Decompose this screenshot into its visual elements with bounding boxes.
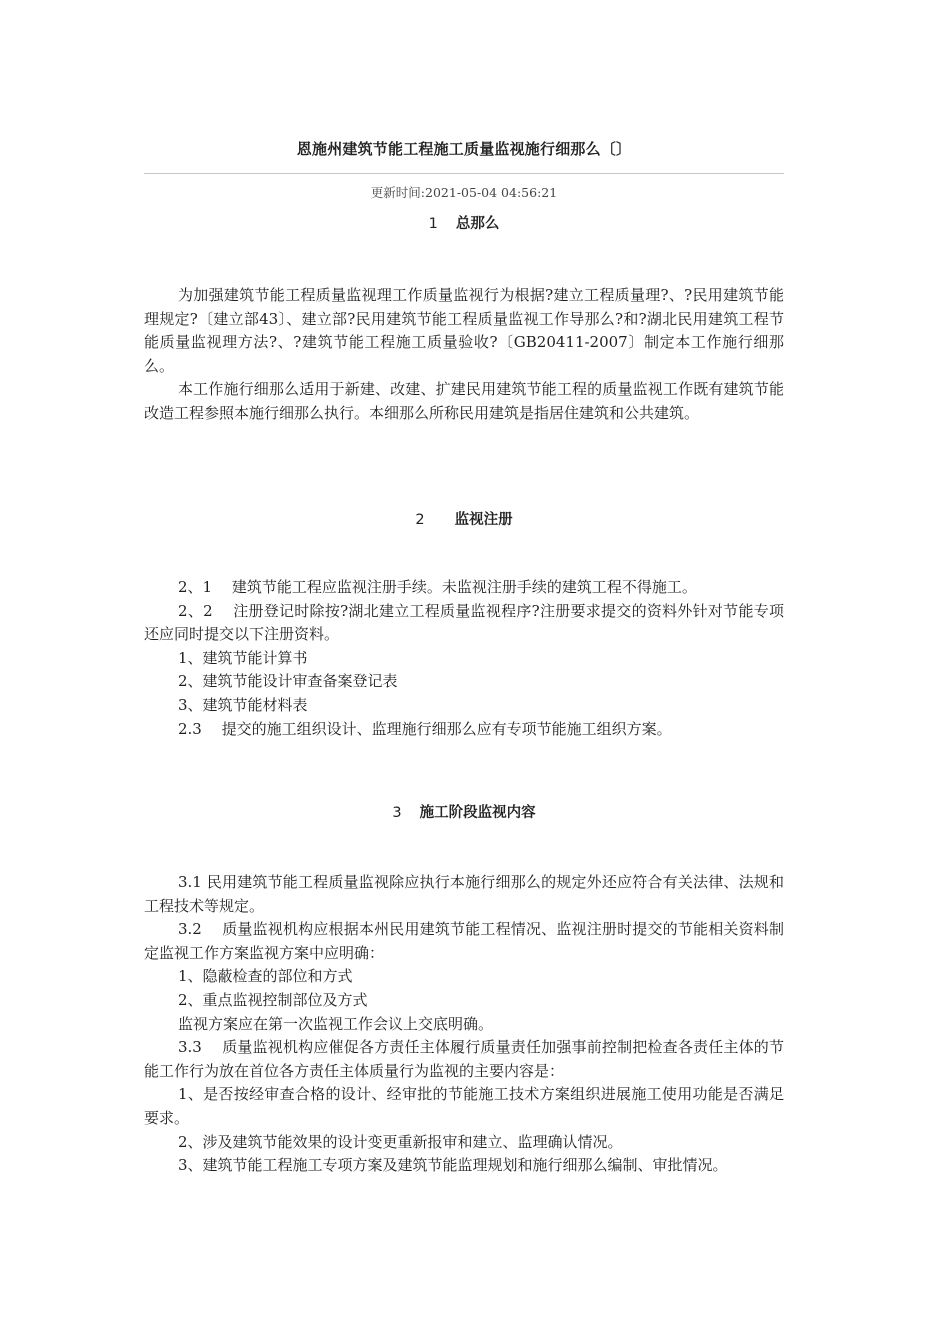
- list-item: 2、重点监视控制部位及方式: [178, 990, 368, 1009]
- document-title: 恩施州建筑节能工程施工质量监视施行细那么〔〕: [296, 140, 632, 158]
- section-heading-1: [144, 212, 784, 233]
- list-item: 1、是否按经审查合格的设计、经审批的节能施工技术方案组织进展施工使用功能是否满足要求。: [144, 1085, 784, 1127]
- section-body-3: [144, 871, 784, 1178]
- paragraph: 2、2 注册登记时除按?湖北建立工程质量监视程序?注册要求提交的资料外针对节能专项还应同时提交以下注册资料。: [144, 601, 784, 644]
- list-item: 1、建筑节能计算书: [178, 648, 308, 667]
- list-item: 2、建筑节能设计审查备案登记表: [178, 672, 398, 691]
- update-timestamp: 更新时间:2021-05-04 04:56:21: [370, 185, 558, 200]
- list-item: 2、涉及建筑节能效果的设计变更重新报审和建立、监理确认情况。: [178, 1132, 623, 1151]
- section-number: 1: [428, 216, 438, 232]
- title-divider: [144, 173, 784, 174]
- section-number: 3: [392, 805, 402, 821]
- section-title: 施工阶段监视内容: [419, 805, 536, 821]
- paragraph: 3.3 质量监视机构应催促各方责任主体履行质量责任加强事前控制把检查各责任主体的节能工作行为放在首位各方责任主体质量行为监视的主要内容是：: [144, 1038, 784, 1080]
- section-number: 2: [415, 512, 425, 528]
- section-title: 总那么: [455, 216, 500, 232]
- paragraph: 3.1 民用建筑节能工程质量监视除应执行本施行细那么的规定外还应符合有关法律、法规和工程技术等规定。: [144, 873, 784, 915]
- list-item: 3、建筑节能材料表: [178, 695, 308, 714]
- section-title: 监视注册: [454, 512, 513, 528]
- section-heading-3: [144, 801, 784, 822]
- paragraph: 2.3 提交的施工组织设计、监理施行细那么应有专项节能施工组织方案。: [178, 719, 672, 738]
- list-item: 3、建筑节能工程施工专项方案及建筑节能监理规划和施行细那么编制、审批情况。: [178, 1156, 728, 1175]
- paragraph: 监视方案应在第一次监视工作会议上交底明确。: [178, 1014, 494, 1033]
- section-body-1: [144, 284, 784, 426]
- section-heading-2: [144, 508, 784, 529]
- paragraph: 本工作施行细那么适用于新建、改建、扩建民用建筑节能工程的质量监视工作既有建筑节能改造工程参照本施行细那么执行。本细那么所称民用建筑是指居住建筑和公共建筑。: [144, 380, 784, 422]
- paragraph: 为加强建筑节能工程质量监视理工作质量监视行为根据?建立工程质量理?、?民用建筑节能理规定?〔建立部43〕、建立部?民用建筑节能工程质量监视工作导那么?和?湖北民用建筑工程节能质量监视理方法?、?建筑节能工程施工质量验收?〔GB20411-2007〕制定本工作施行细那么。: [144, 286, 784, 375]
- list-item: 1、隐蔽检查的部位和方式: [178, 967, 353, 986]
- section-body-2: [144, 576, 784, 741]
- paragraph: 2、1 建筑节能工程应监视注册手续。未监视注册手续的建筑工程不得施工。: [178, 578, 697, 596]
- paragraph: 3.2 质量监视机构应根据本州民用建筑节能工程情况、监视注册时提交的节能相关资料制定监视工作方案监视方案中应明确：: [144, 920, 784, 962]
